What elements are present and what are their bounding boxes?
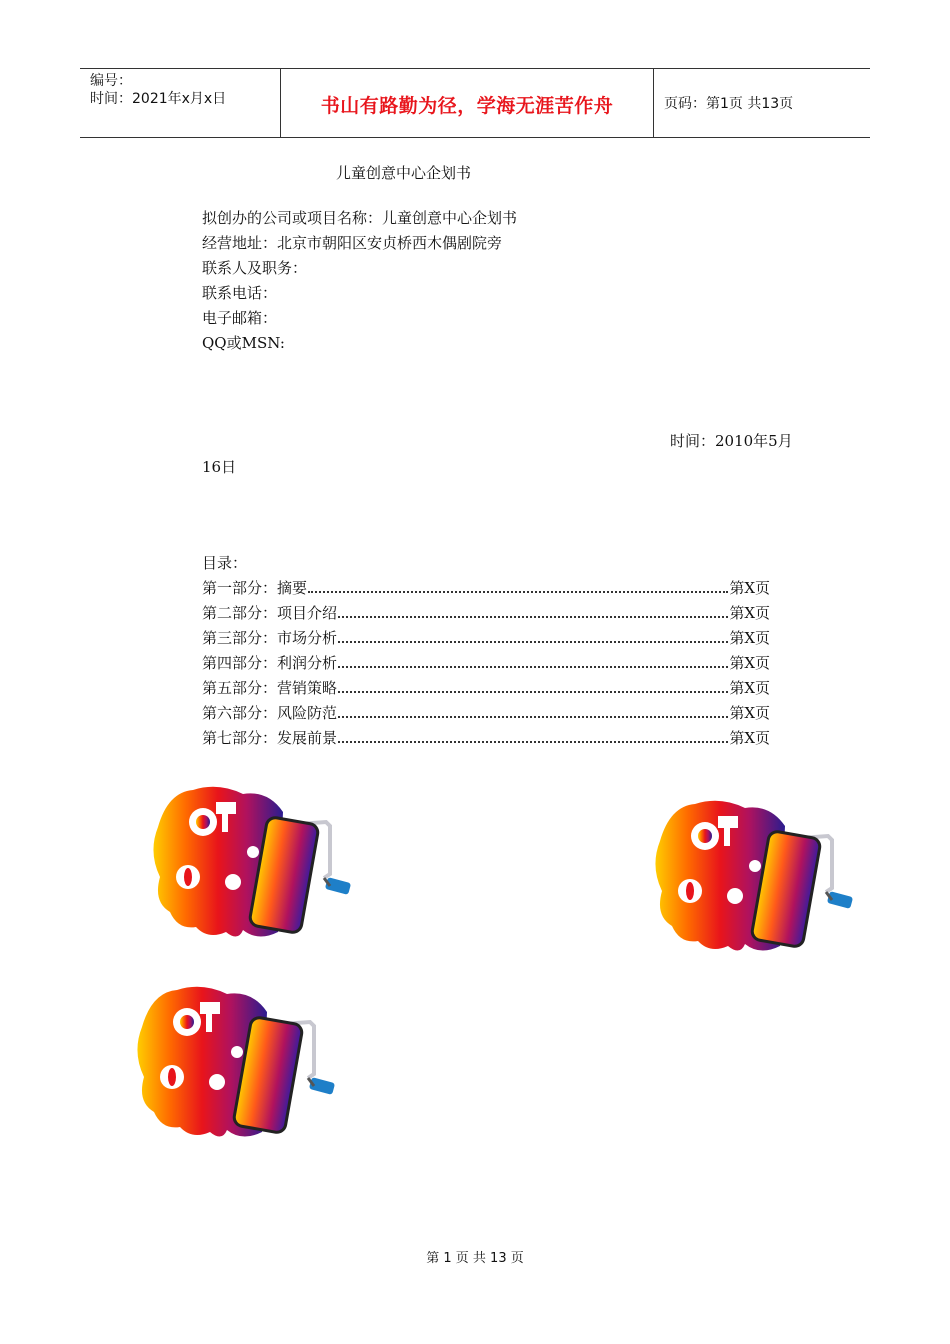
toc-item[interactable] bbox=[202, 701, 770, 726]
time-label: 时间：2021年x月x日 bbox=[90, 91, 227, 107]
table-of-contents bbox=[202, 576, 770, 751]
toc-item-label: 第三部分：市场分析 bbox=[202, 629, 338, 647]
paint-roller-graffiti-icon bbox=[650, 796, 860, 956]
document-title: 儿童创意中心企划书 bbox=[336, 164, 472, 182]
toc-item[interactable] bbox=[202, 651, 770, 676]
header-motto: 书山有路勤为径，学海无涯苦作舟 bbox=[320, 95, 614, 117]
toc-item-page: 第X页 bbox=[729, 679, 770, 697]
info-line-contact: 联系人及职务： bbox=[202, 259, 308, 277]
info-line-email: 电子邮箱： bbox=[202, 309, 278, 327]
toc-leader-dots bbox=[338, 666, 728, 668]
toc-item-label: 第七部分：发展前景 bbox=[202, 729, 338, 747]
header-motto-cell bbox=[281, 69, 654, 137]
toc-item-label: 第五部分：营销策略 bbox=[202, 679, 338, 697]
toc-item[interactable] bbox=[202, 601, 770, 626]
project-info bbox=[202, 206, 517, 356]
toc-item[interactable] bbox=[202, 626, 770, 651]
toc-item-page: 第X页 bbox=[729, 704, 770, 722]
toc-item[interactable] bbox=[202, 676, 770, 701]
toc-leader-dots bbox=[338, 691, 728, 693]
toc-item-page: 第X页 bbox=[729, 579, 770, 597]
info-line-phone: 联系电话： bbox=[202, 284, 278, 302]
page-footer: 第 1 页 共 13 页 bbox=[426, 1251, 524, 1266]
info-line-project-name: 拟创办的公司或项目名称：儿童创意中心企划书 bbox=[202, 209, 518, 227]
toc-item-page: 第X页 bbox=[729, 654, 770, 672]
header-page-cell bbox=[654, 69, 870, 137]
toc-item-page: 第X页 bbox=[729, 629, 770, 647]
toc-item-page: 第X页 bbox=[729, 604, 770, 622]
paint-roller-graffiti-icon bbox=[148, 782, 358, 942]
toc-title: 目录： bbox=[202, 554, 248, 572]
toc-item[interactable] bbox=[202, 576, 770, 601]
toc-leader-dots bbox=[338, 641, 728, 643]
header-page-info: 页码：第1页 共13页 bbox=[664, 96, 794, 112]
header-table bbox=[80, 68, 870, 138]
date-line-2: 16日 bbox=[202, 458, 237, 476]
toc-item-label: 第二部分：项目介绍 bbox=[202, 604, 338, 622]
toc-leader-dots bbox=[308, 591, 728, 593]
toc-item-label: 第一部分：摘要 bbox=[202, 579, 308, 597]
paint-roller-graffiti-icon bbox=[132, 982, 342, 1142]
toc-item[interactable] bbox=[202, 726, 770, 751]
toc-leader-dots bbox=[338, 616, 728, 618]
toc-item-label: 第六部分：风险防范 bbox=[202, 704, 338, 722]
header-left-cell bbox=[80, 69, 281, 137]
info-line-address: 经营地址：北京市朝阳区安贞桥西木偶剧院旁 bbox=[202, 234, 503, 252]
date-line-1: 时间：2010年5月 bbox=[670, 432, 793, 450]
toc-item-page: 第X页 bbox=[729, 729, 770, 747]
toc-leader-dots bbox=[338, 741, 728, 743]
info-line-qq: QQ或MSN: bbox=[202, 334, 285, 352]
number-label: 编号： bbox=[90, 73, 132, 89]
toc-item-label: 第四部分：利润分析 bbox=[202, 654, 338, 672]
toc-leader-dots bbox=[338, 716, 728, 718]
